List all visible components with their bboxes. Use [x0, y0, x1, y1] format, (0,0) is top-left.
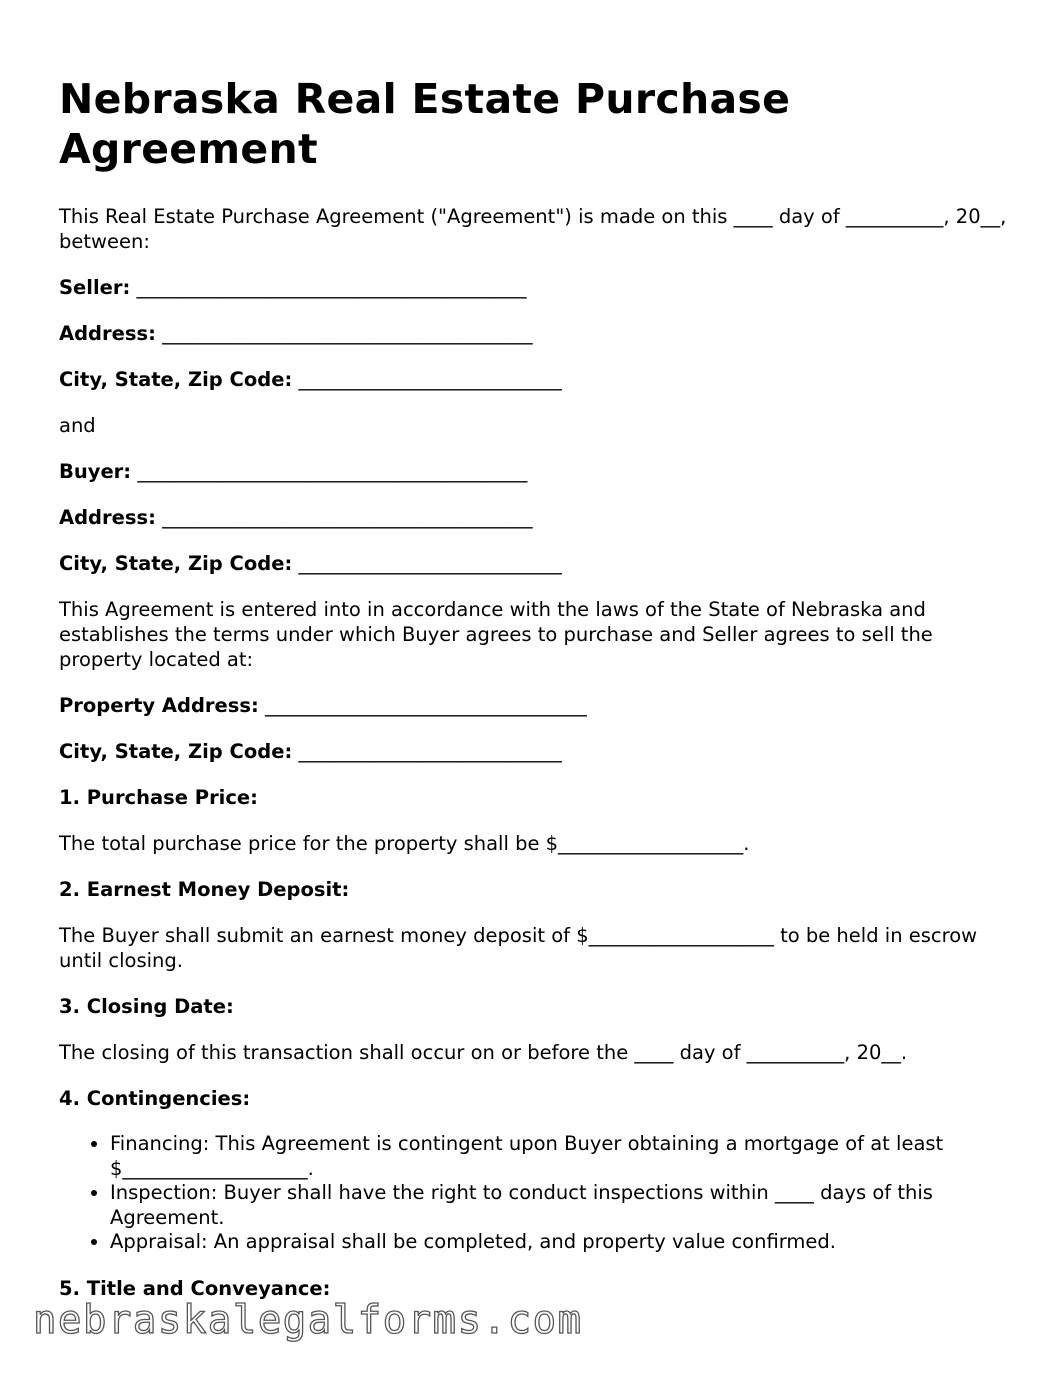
seller-city-label: City, State, Zip Code:	[59, 368, 293, 391]
list-item: • Financing: This Agreement is contingent upon Buyer obtaining a mortgage of at least $___________________.	[110, 1132, 1009, 1181]
buyer-address-field	[59, 505, 1009, 530]
accordance-paragraph: This Agreement is entered into in accordance with the laws of the State of Nebraska and establishes the terms under which Buyer agrees to purchase and Seller agrees to sell the property located at:	[59, 598, 933, 671]
buyer-city-label: City, State, Zip Code:	[59, 552, 293, 575]
seller-address-field	[59, 321, 1009, 346]
list-item: • Inspection: Buyer shall have the right to conduct inspections within ____ days of this Agreement.	[110, 1181, 1009, 1230]
earnest-money-text: The Buyer shall submit an earnest money deposit of $___________________ to be held in escrow until closing.	[59, 924, 978, 972]
seller-city-field	[59, 367, 1009, 392]
property-city-label: City, State, Zip Code:	[59, 740, 293, 763]
seller-label: Seller:	[59, 276, 131, 299]
buyer-address-label: Address:	[59, 506, 156, 529]
contingencies-list	[59, 1132, 1009, 1255]
property-address-blank: _________________________________	[265, 694, 587, 717]
property-address-label: Property Address:	[59, 694, 259, 717]
property-city-blank: ___________________________	[298, 740, 562, 763]
buyer-name-blank: ________________________________________	[137, 460, 528, 483]
document-title: Nebraska Real Estate Purchase Agreement	[59, 75, 791, 173]
seller-city-blank: ___________________________	[298, 368, 562, 391]
property-address-field	[59, 693, 1009, 718]
buyer-city-field	[59, 551, 1009, 576]
seller-address-blank: ______________________________________	[162, 322, 533, 345]
closing-date-text: The closing of this transaction shall occur on or before the ____ day of __________, 20__.	[59, 1041, 908, 1064]
list-item: • Appraisal: An appraisal shall be completed, and property value confirmed.	[110, 1230, 1009, 1255]
document-page	[59, 74, 1009, 1322]
closing-date-heading: 3. Closing Date:	[59, 995, 234, 1018]
purchase-price-heading: 1. Purchase Price:	[59, 786, 258, 809]
seller-name-blank: ________________________________________	[136, 276, 527, 299]
watermark-text: nebraskalegalforms.com	[33, 1298, 583, 1343]
property-city-field	[59, 739, 1009, 764]
buyer-city-blank: ___________________________	[298, 552, 562, 575]
buyer-label: Buyer:	[59, 460, 132, 483]
buyer-name-field	[59, 459, 1009, 484]
earnest-money-heading: 2. Earnest Money Deposit:	[59, 878, 350, 901]
contingencies-heading: 4. Contingencies:	[59, 1087, 251, 1110]
seller-name-field	[59, 275, 1009, 300]
title-conveyance-heading: 5. Title and Conveyance:	[59, 1276, 331, 1300]
intro-paragraph: This Real Estate Purchase Agreement ("Agreement") is made on this ____ day of __________, 20__, between:	[59, 205, 1007, 253]
purchase-price-text: The total purchase price for the property shall be $___________________.	[59, 832, 750, 855]
buyer-address-blank: ______________________________________	[162, 506, 533, 529]
seller-address-label: Address:	[59, 322, 156, 345]
and-text: and	[59, 414, 96, 437]
